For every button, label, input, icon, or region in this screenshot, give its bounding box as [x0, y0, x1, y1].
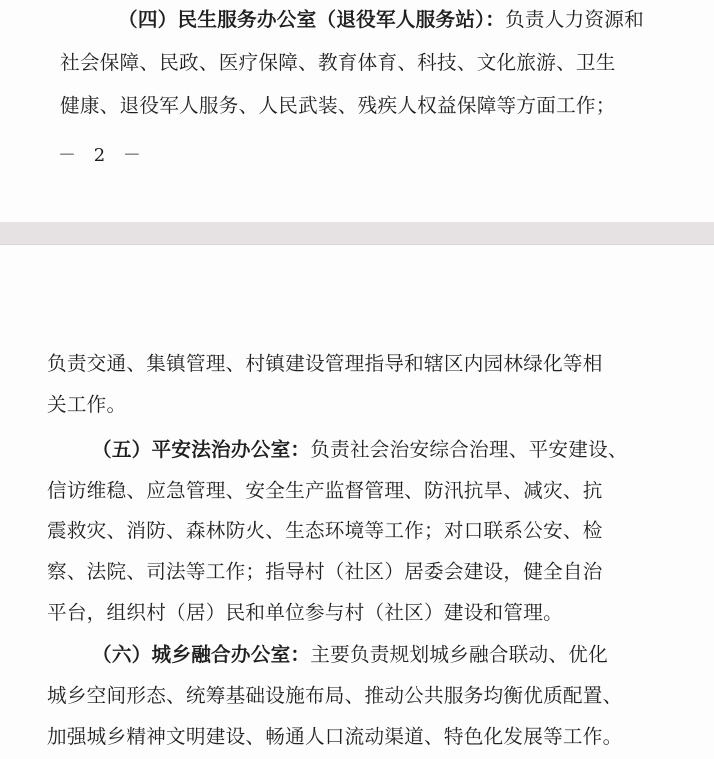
paragraph-six-line-1	[92, 643, 608, 667]
paragraph-six-line-2: 城乡空间形态、统筹基础设施布局、推动公共服务均衡优质配置、	[47, 684, 623, 707]
paragraph-four-line-1	[118, 8, 644, 32]
document-page-lower	[0, 244, 714, 759]
paragraph-five-line-2: 信访维稳、应急管理、安全生产监督管理、防汛抗旱、减灾、抗	[47, 479, 603, 502]
paragraph-six-heading: （六）城乡融合办公室：	[92, 643, 311, 666]
paragraph-five-line-4: 察、法院、司法等工作；指导村（社区）居委会建设，健全自治	[47, 560, 603, 583]
paragraph-five-line-5: 平台，组织村（居）民和单位参与村（社区）建设和管理。	[47, 601, 563, 624]
document-page-upper	[0, 0, 714, 223]
paragraph-five-line-1	[92, 438, 628, 462]
paragraph-five-heading: （五）平安法治办公室：	[92, 438, 311, 461]
page-separator	[0, 222, 714, 244]
paragraph-six-line-3: 加强城乡精神文明建设、畅通人口流动渠道、特色化发展等工作。	[47, 725, 623, 748]
page-number: － 2 －	[58, 145, 147, 166]
paragraph-five-line-1-text: 负责社会治安综合治理、平安建设、	[310, 438, 628, 461]
paragraph-six-line-1-text: 主要负责规划城乡融合联动、优化	[310, 643, 608, 666]
continuation-line-1: 负责交通、集镇管理、村镇建设管理指导和辖区内园林绿化等相	[47, 352, 603, 375]
paragraph-four-heading: （四）民生服务办公室（退役军人服务站）：	[118, 8, 506, 31]
paragraph-four-line-2: 社会保障、民政、医疗保障、教育体育、科技、文化旅游、卫生	[60, 51, 616, 74]
continuation-line-2: 关工作。	[47, 393, 127, 416]
paragraph-five-line-3: 震救灾、消防、森林防火、生态环境等工作；对口联系公安、检	[47, 519, 603, 542]
paragraph-four-line-1-text: 负责人力资源和	[505, 8, 644, 31]
paragraph-four-line-3: 健康、退役军人服务、人民武装、残疾人权益保障等方面工作；	[60, 94, 616, 117]
